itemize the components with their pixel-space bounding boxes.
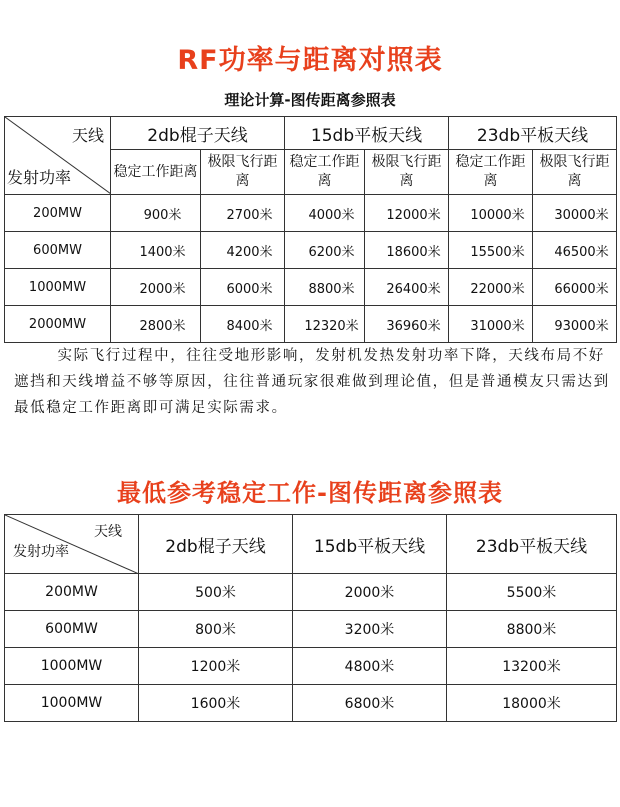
value-cell: 30000米 [533, 195, 617, 232]
value-cell: 2000米 [293, 574, 447, 611]
value-cell: 13200米 [447, 648, 617, 685]
col-label: 极限飞行距离 [201, 150, 285, 195]
value-cell: 3200米 [293, 611, 447, 648]
antenna-header-2db: 2db棍子天线 [111, 117, 285, 150]
value-cell: 4200米 [201, 232, 285, 269]
table-row [5, 648, 617, 685]
col-label: 稳定工作距离 [285, 150, 365, 195]
value-cell: 10000米 [449, 195, 533, 232]
corner-header-cell [5, 117, 111, 195]
explanation-paragraph: 实际飞行过程中，往往受地形影响，发射机发热发射功率下降，天线布局不好遮挡和天线增益不够等原因，往往普通玩家很难做到理论值，但是普通模友只需达到最低稳定工作距离即可满足实际需求。 [14, 348, 610, 416]
value-cell: 31000米 [449, 306, 533, 343]
value-cell: 8800米 [285, 269, 365, 306]
antenna-header-23db: 23db平板天线 [449, 117, 617, 150]
power-cell: 1000MW [5, 685, 139, 722]
power-cell: 1000MW [5, 648, 139, 685]
value-cell: 1200米 [139, 648, 293, 685]
antenna-header-2db: 2db棍子天线 [139, 515, 293, 574]
value-cell: 800米 [139, 611, 293, 648]
second-title: 最低参考稳定工作-图传距离参照表 [117, 479, 503, 507]
value-cell: 6800米 [293, 685, 447, 722]
corner-power-label: 发射功率 [7, 168, 72, 187]
theoretical-distance-table [4, 116, 617, 343]
power-cell: 200MW [5, 195, 111, 232]
value-cell: 8800米 [447, 611, 617, 648]
value-cell: 4800米 [293, 648, 447, 685]
corner-power-label: 发射功率 [13, 544, 69, 560]
antenna-header-15db: 15db平板天线 [293, 515, 447, 574]
power-cell: 600MW [5, 232, 111, 269]
table-row [5, 574, 617, 611]
col-label: 极限飞行距离 [533, 150, 617, 195]
value-cell: 2700米 [201, 195, 285, 232]
value-cell: 1400米 [111, 232, 201, 269]
value-cell: 6200米 [285, 232, 365, 269]
value-cell: 6000米 [201, 269, 285, 306]
corner-antenna-label: 天线 [94, 524, 122, 540]
antenna-header-23db: 23db平板天线 [447, 515, 617, 574]
value-cell: 900米 [111, 195, 201, 232]
minimum-distance-table [4, 514, 617, 722]
table-row [5, 611, 617, 648]
value-cell: 12000米 [365, 195, 449, 232]
value-cell: 15500米 [449, 232, 533, 269]
value-cell: 46500米 [533, 232, 617, 269]
value-cell: 18000米 [447, 685, 617, 722]
value-cell: 500米 [139, 574, 293, 611]
value-cell: 8400米 [201, 306, 285, 343]
value-cell: 26400米 [365, 269, 449, 306]
table-row [5, 306, 617, 343]
table-row [5, 269, 617, 306]
sub-title: 理论计算-图传距离参照表 [224, 91, 396, 109]
value-cell: 36960米 [365, 306, 449, 343]
corner-header-cell [5, 515, 139, 574]
value-cell: 4000米 [285, 195, 365, 232]
col-label: 稳定工作距离 [111, 150, 201, 195]
antenna-header-15db: 15db平板天线 [285, 117, 449, 150]
value-cell: 1600米 [139, 685, 293, 722]
value-cell: 66000米 [533, 269, 617, 306]
power-cell: 1000MW [5, 269, 111, 306]
corner-antenna-label: 天线 [71, 126, 104, 145]
value-cell: 93000米 [533, 306, 617, 343]
value-cell: 2800米 [111, 306, 201, 343]
power-cell: 200MW [5, 574, 139, 611]
power-cell: 2000MW [5, 306, 111, 343]
col-label: 极限飞行距离 [365, 150, 449, 195]
col-label: 稳定工作距离 [449, 150, 533, 195]
table-row [5, 232, 617, 269]
value-cell: 22000米 [449, 269, 533, 306]
power-cell: 600MW [5, 611, 139, 648]
table-row [5, 195, 617, 232]
value-cell: 12320米 [285, 306, 365, 343]
value-cell: 18600米 [365, 232, 449, 269]
main-title: RF功率与距离对照表 [177, 45, 443, 76]
table-row [5, 685, 617, 722]
value-cell: 2000米 [111, 269, 201, 306]
value-cell: 5500米 [447, 574, 617, 611]
